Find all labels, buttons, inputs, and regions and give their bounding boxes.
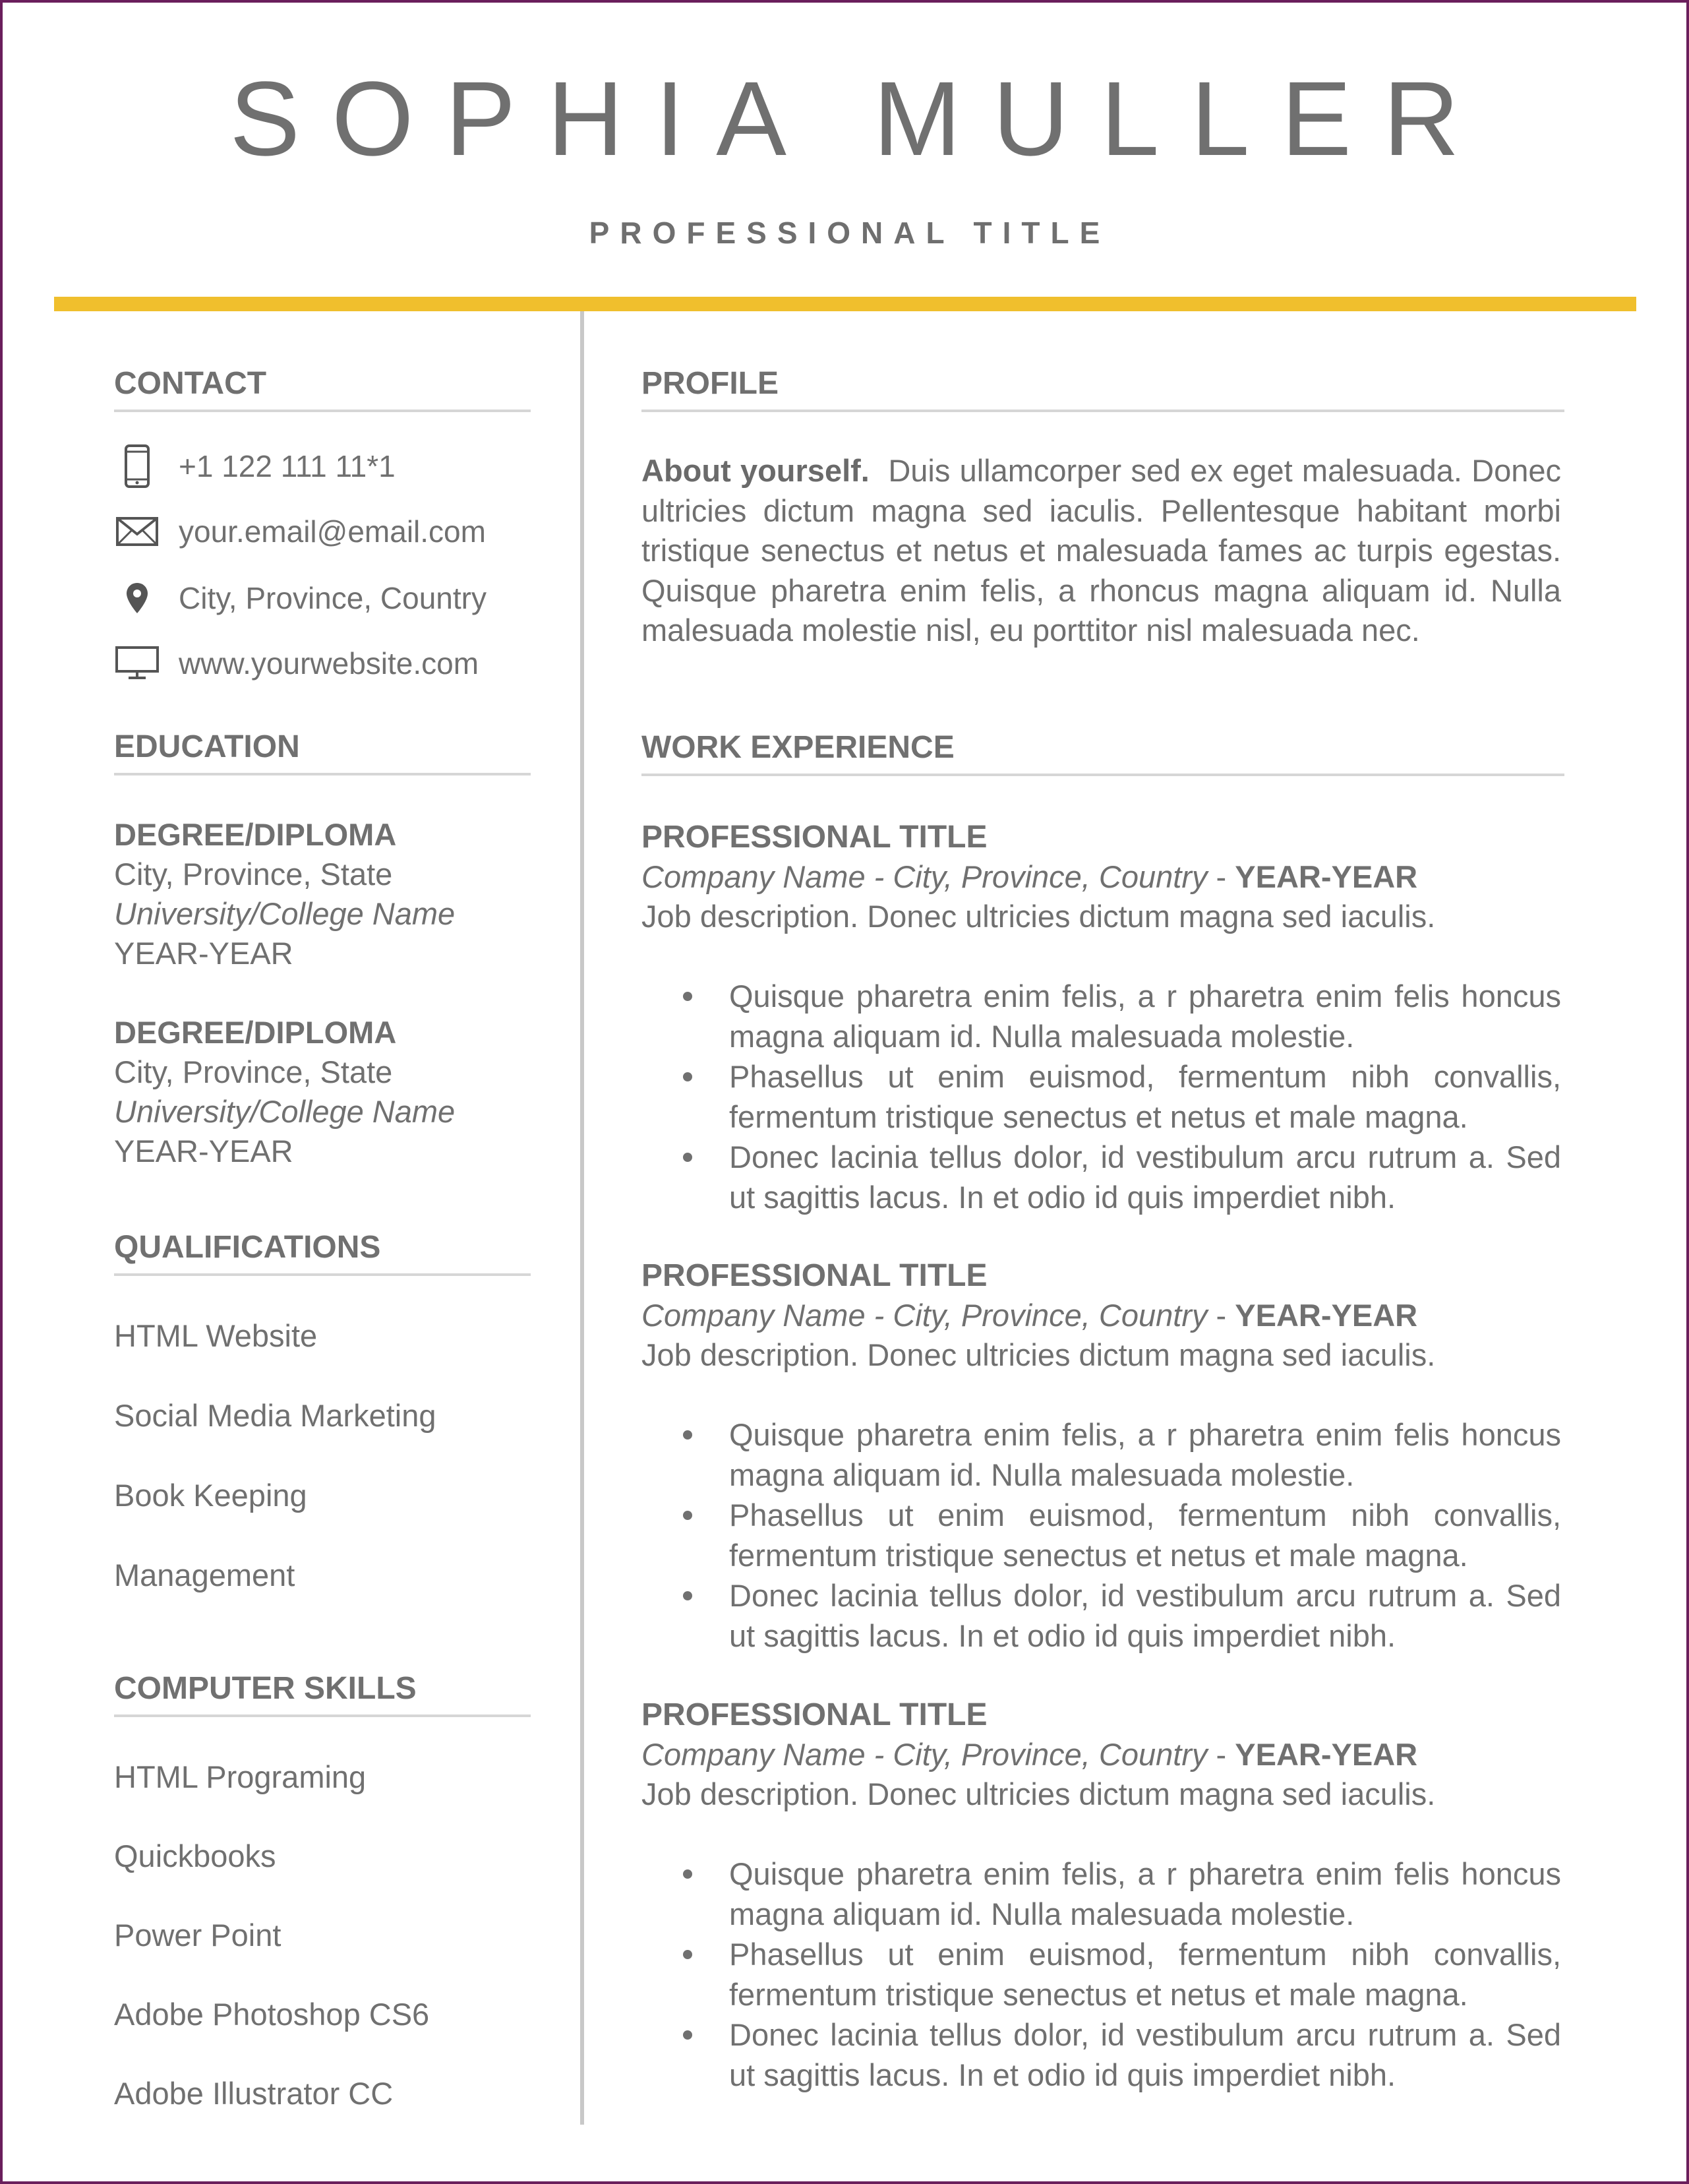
- degree: DEGREE/DIPLOMA: [114, 817, 397, 852]
- envelope-icon: [114, 508, 160, 555]
- job-years: YEAR-YEAR: [1235, 1298, 1418, 1333]
- contact-phone: [114, 443, 396, 489]
- job-bullets: [641, 1854, 1564, 2095]
- monitor-icon: [114, 640, 160, 686]
- school-name: University/College Name: [114, 896, 456, 931]
- job-entry: [641, 1256, 1564, 1656]
- bullet-text: Phasellus ut enim euismod, fermentum nibh convallis, fermentum tristique senectus et netus et male magna.: [729, 1937, 1561, 2012]
- job-sep: -: [1207, 1737, 1235, 1772]
- job-title: PROFESSIONAL TITLE: [641, 1258, 988, 1293]
- job-description: Job description. Donec ultricies dictum magna sed iaculis.: [641, 899, 1436, 934]
- bullet-text: Quisque pharetra enim felis, a r pharetra enim felis honcus magna aliquam id. Nulla malesuada molestie.: [729, 979, 1561, 1054]
- computer-skills-heading: COMPUTER SKILLS: [114, 1672, 531, 1717]
- education-heading: EDUCATION: [114, 730, 531, 775]
- job-sep: -: [1207, 859, 1235, 894]
- qualification-item: Social Media Marketing: [114, 1398, 436, 1433]
- education-entry: [114, 815, 455, 973]
- job-bullets: [641, 976, 1564, 1217]
- bullet-item: [729, 1056, 1561, 1137]
- contact-location-text: City, Province, Country: [179, 581, 487, 615]
- bullet-text: Quisque pharetra enim felis, a r pharetra enim felis honcus magna aliquam id. Nulla malesuada molestie.: [729, 1417, 1561, 1492]
- bullet-dot: [683, 992, 692, 1001]
- bullet-dot: [683, 1153, 692, 1162]
- skill-item: Adobe Photoshop CS6: [114, 1997, 430, 2032]
- phone-icon: [114, 443, 160, 489]
- company-name: Company Name -: [641, 1737, 893, 1772]
- skill-item: HTML Programing: [114, 1759, 367, 1794]
- bullet-item: [729, 1137, 1561, 1217]
- degree: DEGREE/DIPLOMA: [114, 1015, 397, 1050]
- bullet-dot: [683, 1430, 692, 1440]
- professional-title: PROFESSIONAL TITLE: [589, 216, 1111, 250]
- bullet-text: Donec lacinia tellus dolor, id vestibulum arcu rutrum a. Sed ut sagittis lacus. In et odio id quis imperdiet nibh.: [729, 1578, 1561, 1653]
- profile-heading: PROFILE: [641, 367, 1564, 412]
- job-years: YEAR-YEAR: [1235, 1737, 1418, 1772]
- bullet-dot: [683, 2030, 692, 2040]
- job-title: PROFESSIONAL TITLE: [641, 820, 988, 855]
- skill-item: Quickbooks: [114, 1838, 276, 1873]
- job-entry: [641, 1695, 1564, 2095]
- column-divider: [580, 311, 584, 2125]
- company-name: Company Name -: [641, 859, 893, 894]
- edu-location: City, Province, State: [114, 1054, 393, 1089]
- job-entry: [641, 818, 1564, 1217]
- school-name: University/College Name: [114, 1094, 456, 1129]
- job-bullets: [641, 1414, 1564, 1656]
- contact-phone-text: +1 122 111 11*1: [179, 449, 396, 483]
- qualification-item: Management: [114, 1558, 295, 1592]
- bullet-dot: [683, 1072, 692, 1081]
- bullet-item: [729, 1854, 1561, 1934]
- contact-website-text: www.yourwebsite.com: [179, 646, 479, 681]
- bullet-item: [729, 976, 1561, 1056]
- accent-bar: [54, 297, 1636, 311]
- candidate-name: SOPHIA MULLER: [229, 59, 1491, 177]
- bullet-text: Donec lacinia tellus dolor, id vestibulum arcu rutrum a. Sed ut sagittis lacus. In et odio id quis imperdiet nibh.: [729, 2017, 1561, 2092]
- skill-item: Power Point: [114, 1918, 282, 1953]
- job-description: Job description. Donec ultricies dictum magna sed iaculis.: [641, 1776, 1436, 1811]
- work-experience-heading: WORK EXPERIENCE: [641, 731, 1564, 776]
- skill-item: Adobe Illustrator CC: [114, 2076, 394, 2111]
- bullet-dot: [683, 1591, 692, 1600]
- bullet-dot: [683, 1869, 692, 1879]
- job-sep: -: [1207, 1298, 1235, 1333]
- bullet-item: [729, 2015, 1561, 2095]
- bullet-item: [729, 1414, 1561, 1495]
- contact-website: [114, 640, 479, 686]
- job-description: Job description. Donec ultricies dictum magna sed iaculis.: [641, 1337, 1436, 1372]
- job-company-line: [641, 857, 1564, 897]
- qualification-item: HTML Website: [114, 1318, 318, 1353]
- edu-years: YEAR-YEAR: [114, 1134, 293, 1168]
- bullet-item: [729, 1495, 1561, 1575]
- job-years: YEAR-YEAR: [1235, 859, 1418, 894]
- profile-body: Duis ullamcorper sed ex eget malesuada. Donec ultricies dictum magna sed iaculis. Pellentesque habitant morbi tristique senectus et netus et malesuada fames ac turpis egestas. Quisque pharetra enim felis, a rhoncus magna aliquam id. Nulla malesuada molestie nisl, eu porttitor nisl malesuada nec.: [641, 453, 1561, 648]
- job-location: City, Province, Country: [893, 859, 1208, 894]
- contact-email-text: your.email@email.com: [179, 514, 486, 549]
- company-name: Company Name -: [641, 1298, 893, 1333]
- edu-location: City, Province, State: [114, 857, 393, 892]
- job-location: City, Province, Country: [893, 1298, 1208, 1333]
- bullet-text: Phasellus ut enim euismod, fermentum nibh convallis, fermentum tristique senectus et netus et male magna.: [729, 1498, 1561, 1573]
- bullet-dot: [683, 1950, 692, 1959]
- bullet-item: [729, 1575, 1561, 1656]
- job-company-line: [641, 1296, 1564, 1335]
- profile-lead: About yourself.: [641, 453, 870, 488]
- job-location: City, Province, Country: [893, 1737, 1208, 1772]
- bullet-text: Quisque pharetra enim felis, a r pharetra enim felis honcus magna aliquam id. Nulla malesuada molestie.: [729, 1856, 1561, 1931]
- bullet-text: Phasellus ut enim euismod, fermentum nibh convallis, fermentum tristique senectus et netus et male magna.: [729, 1059, 1561, 1134]
- location-pin-icon: [114, 575, 160, 621]
- qualifications-heading: QUALIFICATIONS: [114, 1230, 531, 1276]
- qualification-item: Book Keeping: [114, 1478, 307, 1513]
- bullet-item: [729, 1934, 1561, 2015]
- contact-location: [114, 575, 487, 621]
- job-title: PROFESSIONAL TITLE: [641, 1697, 988, 1732]
- job-company-line: [641, 1735, 1564, 1774]
- contact-heading: CONTACT: [114, 367, 531, 412]
- bullet-dot: [683, 1511, 692, 1520]
- contact-email: [114, 508, 486, 555]
- bullet-text: Donec lacinia tellus dolor, id vestibulum arcu rutrum a. Sed ut sagittis lacus. In et odio id quis imperdiet nibh.: [729, 1139, 1561, 1215]
- education-entry: [114, 1013, 455, 1171]
- edu-years: YEAR-YEAR: [114, 936, 293, 971]
- profile-summary: [641, 451, 1561, 651]
